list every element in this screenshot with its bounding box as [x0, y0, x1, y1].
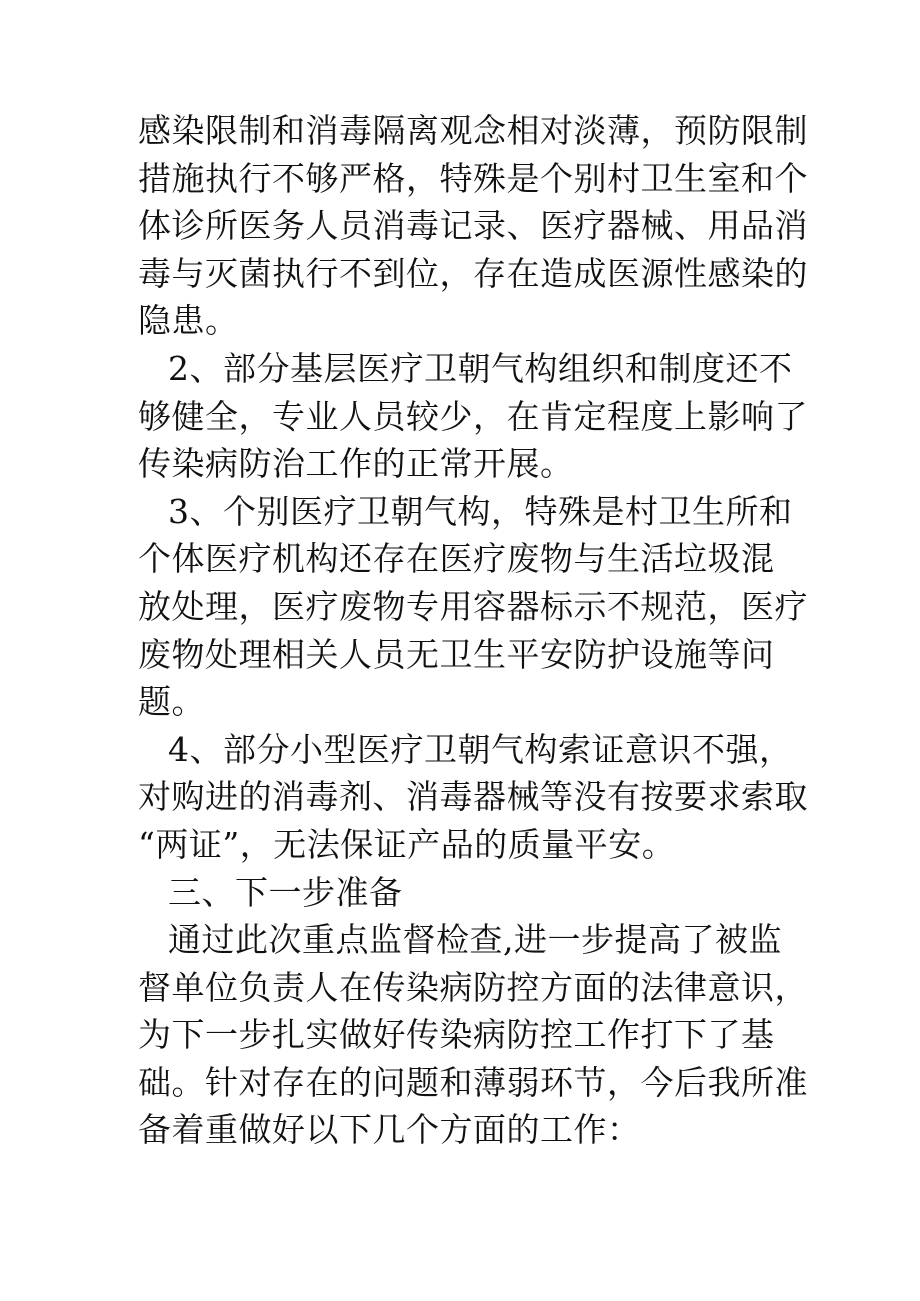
- text-line: 放处理，医疗废物专用容器标示不规范，医疗: [138, 586, 808, 626]
- text-line: 感染限制和消毒隔离观念相对淡薄，预防限制: [138, 111, 808, 150]
- text-line: 体诊所医务人员消毒记录、医疗器械、用品消: [138, 206, 808, 246]
- text-line: 废物处理相关人员无卫生平安防护设施等问: [138, 634, 775, 674]
- paragraph-item-3: [138, 488, 808, 726]
- document-body: [138, 107, 808, 1154]
- text-line: 隐患。: [138, 301, 239, 341]
- text-line: 2、部分基层医疗卫朝气构组织和制度还不: [168, 348, 793, 388]
- text-line: 备着重做好以下几个方面的工作：: [138, 1110, 641, 1150]
- section-heading-text: 三、下一步准备: [168, 872, 403, 912]
- text-line: 础。针对存在的问题和薄弱环节，今后我所准: [138, 1062, 808, 1102]
- text-line: “两证”，无法保证产品的质量平安。: [138, 824, 676, 864]
- text-line: 措施执行不够严格，特殊是个别村卫生室和个: [138, 158, 808, 198]
- text-line: 对购进的消毒剂、消毒器械等没有按要求索取: [138, 777, 808, 817]
- text-line: 够健全，专业人员较少，在肯定程度上影响了: [138, 396, 808, 436]
- text-line: 3、个别医疗卫朝气构，特殊是村卫生所和: [168, 491, 793, 531]
- text-line: 毒与灭菌执行不到位，存在造成医源性感染的: [138, 253, 808, 293]
- text-line: 督单位负责人在传染病防控方面的法律意识，: [138, 967, 808, 1007]
- text-line: 为下一步扎实做好传染病防控工作打下了基: [138, 1015, 775, 1055]
- paragraph-section-intro: [138, 916, 808, 1154]
- text-line: 4、部分小型医疗卫朝气构索证意识不强，: [168, 729, 793, 769]
- text-line: 传染病防治工作的正常开展。: [138, 444, 574, 484]
- text-line: 题。: [138, 682, 205, 722]
- paragraph-continuation: [138, 107, 808, 345]
- text-line: 个体医疗机构还存在医疗废物与生活垃圾混: [138, 539, 775, 579]
- paragraph-item-2: [138, 345, 808, 488]
- text-line: 通过此次重点监督检查,进一步提高了被监: [168, 920, 782, 960]
- paragraph-item-4: [138, 726, 808, 869]
- section-heading: [138, 869, 798, 917]
